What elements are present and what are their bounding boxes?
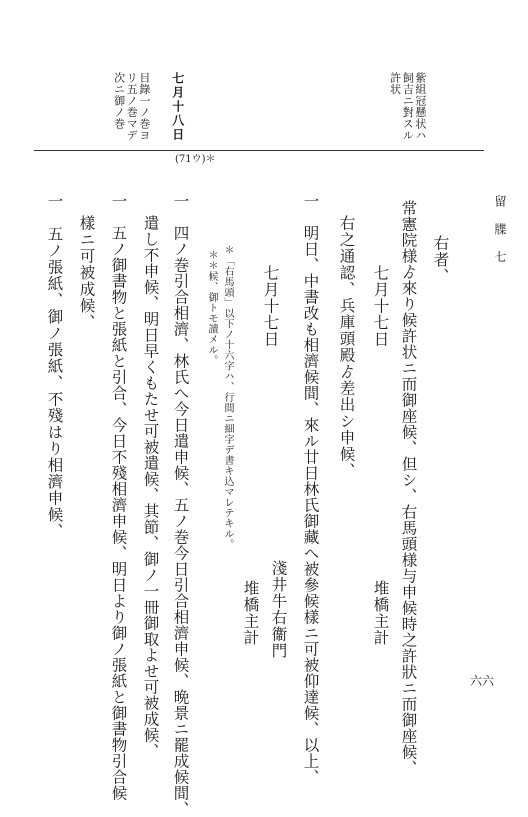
signature-line: 堆橋主計 [241, 580, 260, 646]
page-code: (71ウ)＊ [175, 154, 216, 165]
text-line: 一 五ノ御書物と張紙と引合、今日不殘相濟申候、明日より御ノ張紙と御書物引合候 [109, 193, 128, 801]
footnote: ＊「右馬頭」以下ノ十六字ハ、行間ニ細字デ書キ込マレテキル。 [222, 245, 233, 550]
date-line: 七月十七日 [261, 265, 280, 348]
margin-note-top: 紫組冠懸状ハ 飼吉ニ對スル 許状 [388, 72, 427, 141]
signature-line: 淺井牛右衞門 [269, 560, 288, 659]
text-line: 遣し不申候、明日早くもたせ可被遣候、其節、御ノ一冊御取よせ可被成候、 [141, 215, 160, 759]
book-title: 留 牒 七 [493, 195, 507, 269]
margin-sub-note: 目錄一ノ巻ヨ リ五ノ巻マデ 次ニ御ノ巻 [112, 72, 151, 141]
signature-line: 堆橋主計 [371, 580, 390, 646]
text-line: 一 明日、中書改も相濟候間、來ル廿日林氏御藏へ被參候樣ニ可被仰達候、以上、 [301, 193, 320, 785]
text-line: 右者、 [431, 235, 450, 285]
footnote: ＊＊候、御トモ讀メル。 [206, 250, 217, 366]
text-line: 右之通認、兵庫頭殿ゟ差出シ申候、 [337, 215, 356, 479]
header-rule [34, 150, 484, 151]
date-line: 七月十七日 [371, 265, 390, 348]
page-number: 六六 [470, 674, 495, 688]
text-line: 樣ニ可被成候、 [77, 215, 96, 331]
text-line: 一 四ノ巻引合相濟、林氏へ今日遣申候、五ノ巻今日引合相濟申候、晩景ニ罷成候間、 [171, 193, 190, 817]
text-line: 常憲院様ゟ來り候許状ニ而御座候、但シ、右馬頭様与申候時之許狀ニ而御座候、 [399, 200, 418, 776]
text-line: 一 五ノ張紙、御ノ張紙、不殘はり相濟申候、 [45, 193, 64, 540]
margin-date-heading: 七月十八日 [170, 72, 185, 142]
